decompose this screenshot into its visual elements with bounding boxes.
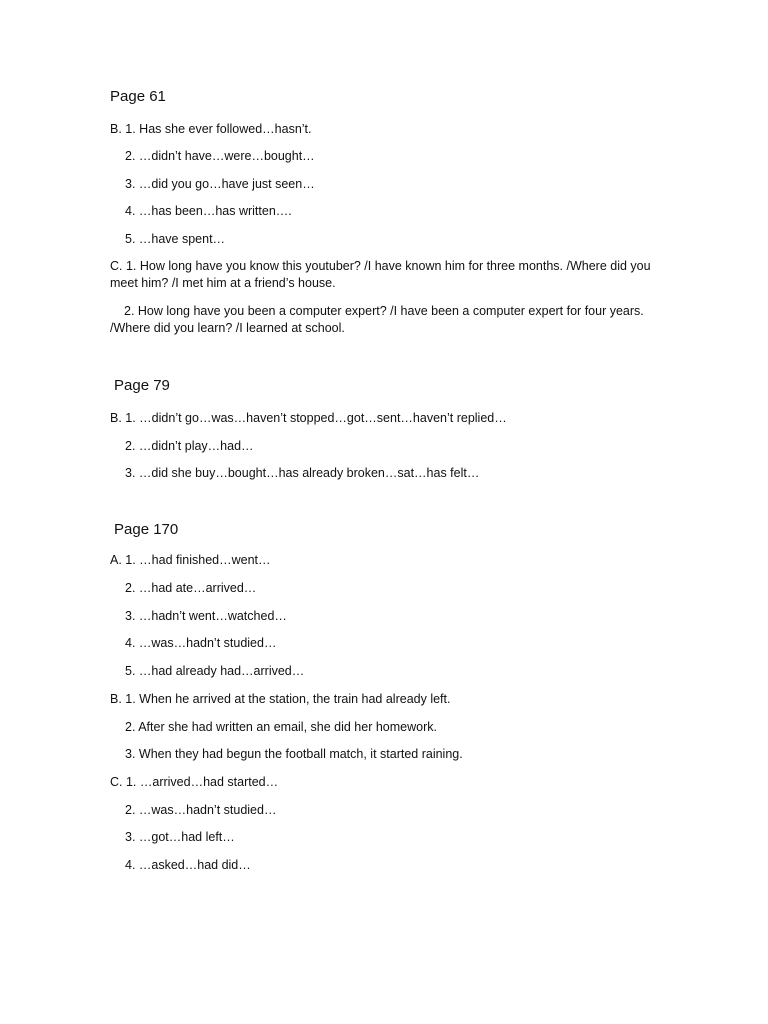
answer-line: B. 1. Has she ever followed…hasn’t.	[110, 122, 312, 136]
answer-line: 4. …has been…has written….	[125, 204, 292, 218]
section-heading: Page 79	[114, 377, 170, 394]
answer-line: B. 1. …didn’t go…was…haven’t stopped…got…sent…haven’t replied…	[110, 411, 507, 425]
answer-line: 3. When they had begun the football match, it started raining.	[125, 747, 463, 761]
answer-line: 2. …had ate…arrived…	[125, 581, 257, 595]
answer-line: 5. …had already had…arrived…	[125, 664, 305, 678]
section-heading: Page 170	[114, 521, 179, 538]
answer-line: 2. …didn’t have…were…bought…	[125, 149, 315, 163]
answer-paragraph: C. 1. How long have you know this youtuber? /I have known him for three months. /Where did you meet him? /I met him at a friend’s house.	[110, 259, 651, 290]
answer-line: 5. …have spent…	[125, 232, 226, 246]
answer-line: A. 1. …had finished…went…	[110, 553, 271, 567]
answer-line: B. 1. When he arrived at the station, the train had already left.	[110, 692, 451, 706]
answer-line: 2. After she had written an email, she did her homework.	[125, 720, 437, 734]
answer-line: 2. …didn’t play…had…	[125, 439, 254, 453]
answer-paragraph: 2. How long have you been a computer expert? /I have been a computer expert for four years. /Where did you learn? /I learned at school.	[110, 304, 644, 335]
answer-line: C. 1. …arrived…had started…	[110, 775, 279, 789]
answer-line: 3. …did you go…have just seen…	[125, 177, 315, 191]
section-heading: Page 61	[110, 88, 166, 105]
answer-line: 2. …was…hadn’t studied…	[125, 803, 277, 817]
answer-line: 4. …asked…had did…	[125, 858, 251, 872]
answer-line: 4. …was…hadn’t studied…	[125, 636, 277, 650]
answer-line: 3. …got…had left…	[125, 830, 235, 844]
answer-line: 3. …did she buy…bought…has already broken…sat…has felt…	[125, 466, 480, 480]
answer-line: 3. …hadn’t went…watched…	[125, 609, 287, 623]
